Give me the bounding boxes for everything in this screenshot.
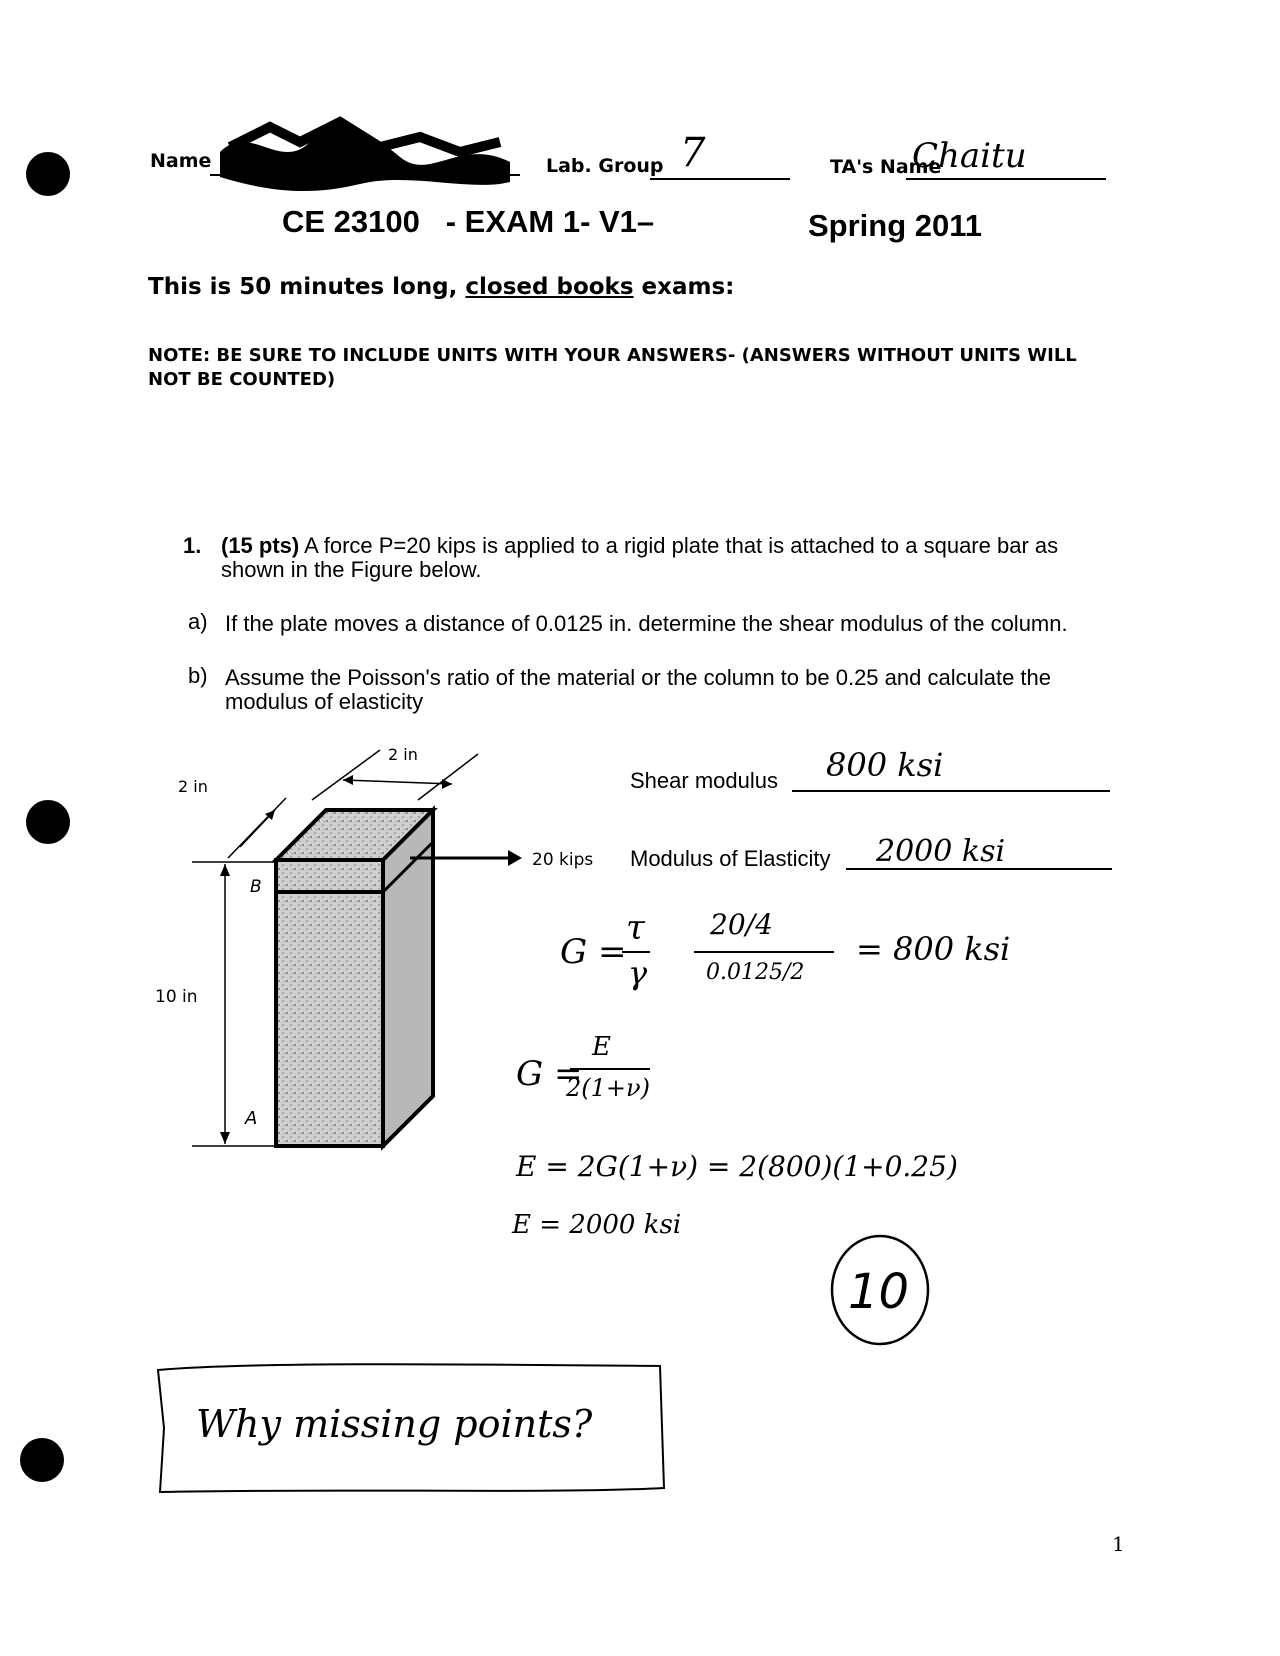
question-points: (15 pts) [221, 533, 300, 558]
point-a-label: A [245, 1108, 258, 1129]
work-g-numerator: 20/4 [710, 908, 773, 941]
exam-intro [148, 274, 734, 300]
shear-modulus-label: Shear modulus [630, 768, 778, 793]
punch-hole-middle [26, 800, 70, 844]
part-a-text: If the plate moves a distance of 0.0125 in. determine the shear modulus of the column. [225, 611, 1068, 636]
term: Spring 2011 [808, 208, 983, 243]
lab-group-value: 7 [680, 130, 706, 176]
lab-group-underline [650, 178, 790, 180]
intro-underlined: closed books [465, 274, 634, 300]
top-width-label: 2 in [388, 745, 418, 764]
work-fraction-bar-3 [570, 1068, 650, 1070]
bar-front-face [276, 860, 383, 1146]
work-tau: τ [626, 908, 645, 948]
name-label: Name [150, 150, 212, 172]
force-label: 20 kips [532, 850, 594, 870]
point-b-label: B [250, 877, 262, 897]
shear-modulus-value: 800 ksi [826, 746, 944, 784]
punch-hole-bottom [20, 1438, 64, 1482]
intro-prefix: This is 50 minutes long, [148, 274, 466, 300]
work-e-result: E = 2000 ksi [512, 1210, 682, 1240]
height-label: 10 in [155, 987, 198, 1007]
grader-comment: Why missing points? [196, 1402, 593, 1446]
course-title: CE 23100 - EXAM 1- V1– [282, 204, 655, 239]
work-fraction-bar-1 [622, 951, 650, 953]
part-b-text: Assume the Poisson's ratio of the material or the column to be 0.25 and calculate the modulus of elasticity [225, 665, 1051, 714]
work-g-denominator: 0.0125/2 [706, 960, 805, 985]
work-g-result: = 800 ksi [856, 930, 1011, 968]
intro-suffix: exams: [633, 274, 735, 300]
question-number: 1. [183, 533, 202, 558]
part-a-label: a) [188, 609, 208, 634]
elasticity-label: Modulus of Elasticity [630, 846, 831, 871]
work-fraction-bar-2 [694, 951, 834, 953]
work-g2-denominator: 2(1+ν) [566, 1074, 650, 1102]
ta-name-label: TA's Name [830, 156, 942, 178]
question-body: A force P=20 kips is applied to a rigid plate that is attached to a square bar as shown in the Figure below. [221, 533, 1059, 582]
redaction-scribble [210, 112, 530, 202]
name-underline [210, 174, 520, 176]
ta-name-value: Chaitu [912, 136, 1027, 176]
work-g2-numerator: E [592, 1032, 611, 1062]
score-value: 10 [848, 1264, 910, 1320]
lab-group-label: Lab. Group [546, 155, 664, 177]
side-depth-label: 2 in [178, 777, 208, 796]
work-g-lhs: G = [560, 932, 627, 972]
part-b-label: b) [188, 663, 208, 688]
shear-modulus-underline [792, 790, 1110, 792]
ta-name-underline [906, 178, 1106, 180]
work-gamma: γ [628, 954, 648, 992]
elasticity-value: 2000 ksi [876, 834, 1006, 869]
page-number: 1 [1112, 1532, 1125, 1556]
work-g2-lhs: G = [516, 1054, 583, 1094]
work-e-line: E = 2G(1+ν) = 2(800)(1+0.25) [516, 1150, 958, 1183]
punch-hole-top [26, 152, 70, 196]
elasticity-underline [846, 868, 1112, 870]
bar-side-face [383, 810, 433, 1146]
units-note: NOTE: BE SURE TO INCLUDE UNITS WITH YOUR ANSWERS- (ANSWERS WITHOUT UNITS WILL NOT BE COUNTED) [148, 345, 1077, 390]
score-circle [826, 1232, 936, 1350]
question-text [221, 534, 1121, 582]
